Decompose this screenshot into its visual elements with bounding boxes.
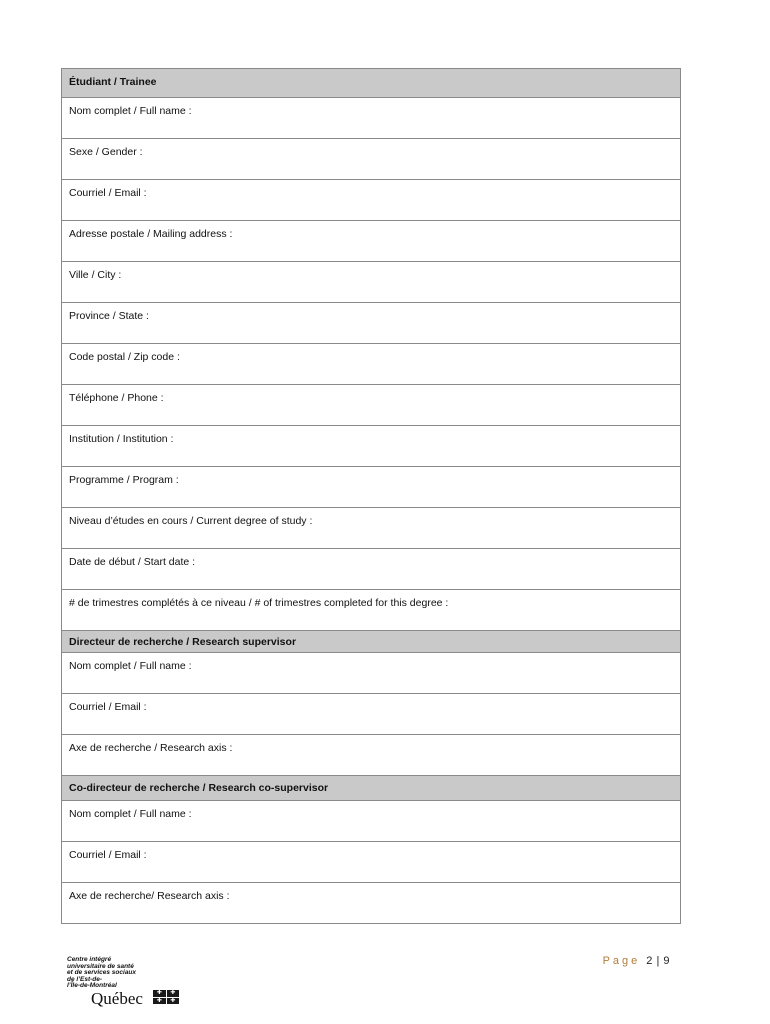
field-program[interactable]: Programme / Program : bbox=[62, 466, 680, 507]
field-phone[interactable]: Téléphone / Phone : bbox=[62, 384, 680, 425]
field-email[interactable]: Courriel / Email : bbox=[62, 179, 680, 220]
field-mailing-address[interactable]: Adresse postale / Mailing address : bbox=[62, 220, 680, 261]
field-co-supervisor-research-axis[interactable]: Axe de recherche/ Research axis : bbox=[62, 882, 680, 923]
quebec-flag-icon: ✚ ✚ ✚ ✚ bbox=[153, 990, 179, 1004]
field-full-name[interactable]: Nom complet / Full name : bbox=[62, 97, 680, 138]
quebec-wordmark: Québec bbox=[91, 989, 143, 1008]
field-city[interactable]: Ville / City : bbox=[62, 261, 680, 302]
field-supervisor-full-name[interactable]: Nom complet / Full name : bbox=[62, 652, 680, 693]
field-province[interactable]: Province / State : bbox=[62, 302, 680, 343]
field-zip-code[interactable]: Code postal / Zip code : bbox=[62, 343, 680, 384]
field-trimesters-completed[interactable]: # de trimestres complétés à ce niveau / # of trimestres completed for this degree : bbox=[62, 589, 680, 630]
page-number-footer bbox=[603, 955, 670, 967]
page-word: Page bbox=[602, 955, 641, 967]
page-total: 9 bbox=[663, 955, 670, 967]
field-current-degree[interactable]: Niveau d’études en cours / Current degree of study : bbox=[62, 507, 680, 548]
field-supervisor-research-axis[interactable]: Axe de recherche / Research axis : bbox=[62, 734, 680, 775]
page-separator: | bbox=[656, 955, 660, 967]
field-supervisor-email[interactable]: Courriel / Email : bbox=[62, 693, 680, 734]
section-header-co-supervisor: Co-directeur de recherche / Research co-supervisor bbox=[62, 775, 680, 800]
logo-org-name: Centre intégré universitaire de santé et de services sociaux de l’Est-de- l’Île-de-Montréal bbox=[67, 956, 137, 989]
section-header-trainee: Étudiant / Trainee bbox=[62, 69, 680, 97]
section-header-supervisor: Directeur de recherche / Research supervisor bbox=[62, 630, 680, 652]
field-start-date[interactable]: Date de début / Start date : bbox=[62, 548, 680, 589]
field-gender[interactable]: Sexe / Gender : bbox=[62, 138, 680, 179]
field-institution[interactable]: Institution / Institution : bbox=[62, 425, 680, 466]
page-number: 2 bbox=[646, 955, 653, 967]
field-co-supervisor-full-name[interactable]: Nom complet / Full name : bbox=[62, 800, 680, 841]
ciusss-quebec-logo bbox=[67, 957, 187, 1012]
field-co-supervisor-email[interactable]: Courriel / Email : bbox=[62, 841, 680, 882]
registration-form-table bbox=[61, 68, 681, 924]
